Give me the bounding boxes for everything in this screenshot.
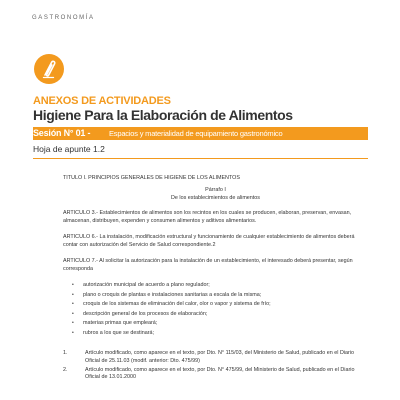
paperclip-icon [34, 54, 64, 84]
list-item: • plano o croquis de plantas e instalaciones sanitarias a escala de la misma; [63, 291, 363, 301]
list-item: • autorización municipal de acuerdo a plano regulador; [63, 281, 363, 291]
sheet-label: Hoja de apunte 1.2 [33, 144, 105, 154]
paragraph-title: De los establecimientos de alimentos [171, 195, 260, 201]
list-item: • croquis de los sistemas de eliminación del calor, olor o vapor y sistema de frío; [63, 300, 363, 310]
session-banner [33, 127, 368, 140]
footnote [63, 350, 368, 365]
footnote-text: Artículo modificado, como aparece en el texto, por Dto. N° 115/03, del Ministerio de Salud, publicado en el Diario Oficial de 25.11.03 (modif. anterior: Dto. 475/99) [85, 350, 355, 364]
requirements-list [63, 281, 363, 339]
section-heading: TITULO I. PRINCIPIOS GENERALES DE HIGIENE DE LOS ALIMENTOS [63, 175, 240, 181]
annex-label: ANEXOS DE ACTIVIDADES [33, 95, 171, 107]
page-title: Higiene Para la Elaboración de Alimentos [33, 107, 293, 123]
footnote-number: 2. [63, 366, 68, 373]
footnotes-list [63, 350, 368, 383]
page-header [0, 0, 400, 30]
list-item: • materias primas que empleará; [63, 319, 363, 329]
article-6: ARTICULO 6.- La instalación, modificación estructural y funcionamiento de cualquier establecimiento de alimentos deberá contar con autorización del Servicio de Salud correspondiente.2 [63, 234, 355, 248]
session-number: Sesión N° 01 - [33, 128, 91, 138]
paperclip-logo [34, 54, 64, 84]
footnote [63, 367, 368, 382]
list-item: • rubros a los que se destinará; [63, 329, 363, 339]
article-3: ARTICULO 3.- Establecimientos de alimentos son los recintos en los cuales se producen, elaboran, preservan, envasan, almacenan, distribuyen, expenden y consumen alimentos y aditivos alimentarios. [63, 210, 352, 224]
section-divider [33, 158, 368, 159]
paragraph-label: Párrafo I [205, 187, 226, 193]
session-name: Espacios y materialidad de equipamiento gastronómico [109, 129, 283, 138]
category-label: GASTRONOMÍA [32, 15, 95, 21]
footnote-text: Artículo modificado, como aparece en el texto, por Dto. N° 475/99, del Ministerio de Salud, publicado en el Diario Oficial de 13.01.2000 [85, 366, 355, 381]
footnote-number: 1. [63, 350, 68, 356]
list-item: • descripción general de los procesos de elaboración; [63, 310, 363, 320]
article-7: ARTICULO 7.- Al solicitar la autorización para la instalación de un establecimiento, el interesado deberá presentar, según corresponda [63, 258, 353, 272]
